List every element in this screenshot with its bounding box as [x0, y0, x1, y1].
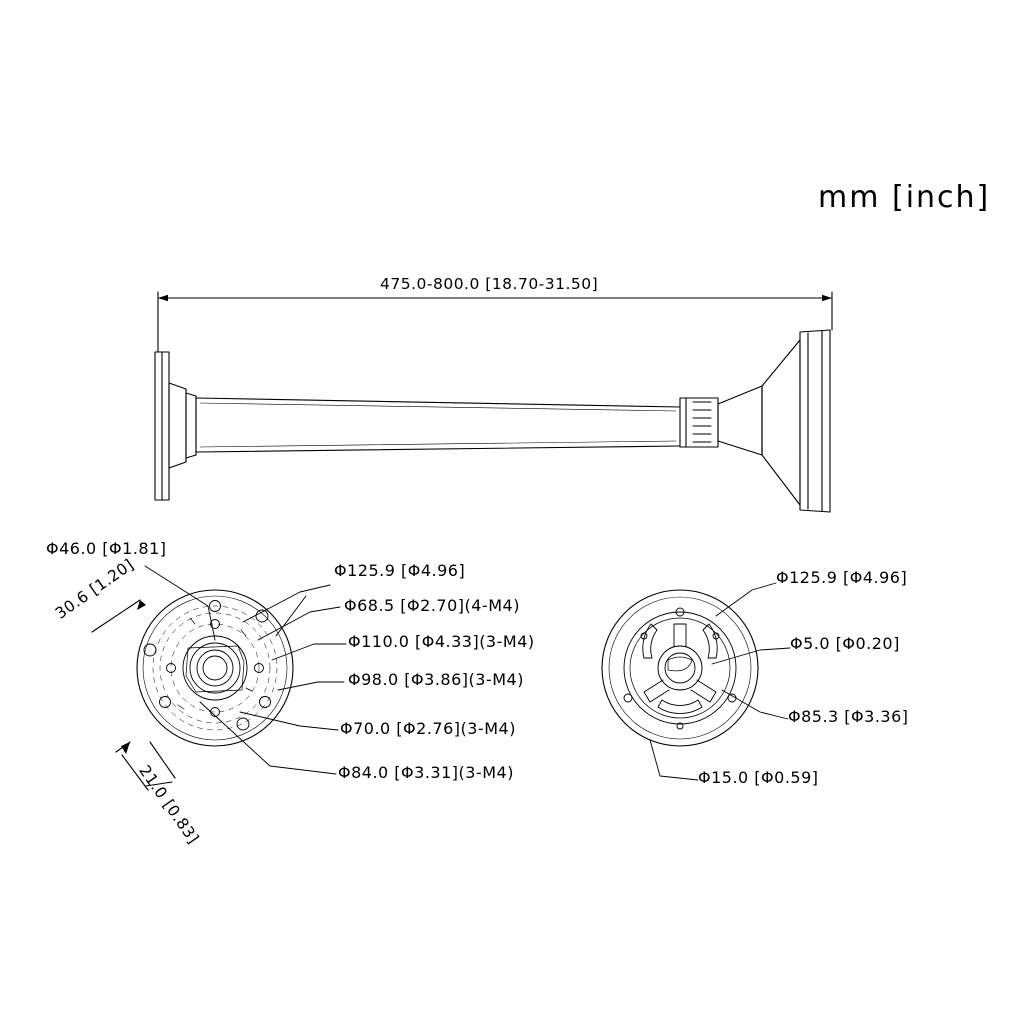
callout-d84-0: Φ84.0 [Φ3.31](3-M4): [338, 763, 514, 782]
callout-d68-5: Φ68.5 [Φ2.70](4-M4): [344, 596, 520, 615]
callout-d46: Φ46.0 [Φ1.81]: [46, 539, 167, 558]
units-note: mm [inch]: [818, 180, 991, 215]
callout-d15-0: Φ15.0 [Φ0.59]: [698, 768, 819, 787]
callout-d125-9-left: Φ125.9 [Φ4.96]: [334, 561, 466, 580]
callout-d70-0: Φ70.0 [Φ2.76](3-M4): [340, 719, 516, 738]
callout-d5-0: Φ5.0 [Φ0.20]: [790, 634, 900, 653]
callout-height-30-6: 30.6 [1.20]: [52, 555, 138, 623]
callout-d98-0: Φ98.0 [Φ3.86](3-M4): [348, 670, 524, 689]
callout-d110-0: Φ110.0 [Φ4.33](3-M4): [348, 632, 535, 651]
overall-length-dimension: 475.0-800.0 [18.70-31.50]: [380, 275, 599, 293]
callout-d85-3: Φ85.3 [Φ3.36]: [788, 707, 909, 726]
callout-d125-9-right: Φ125.9 [Φ4.96]: [776, 568, 908, 587]
side-view-geometry: [155, 292, 832, 512]
callout-height-21-0: 21.0 [0.83]: [135, 762, 203, 848]
right-bottom-view-geometry: [602, 590, 758, 746]
